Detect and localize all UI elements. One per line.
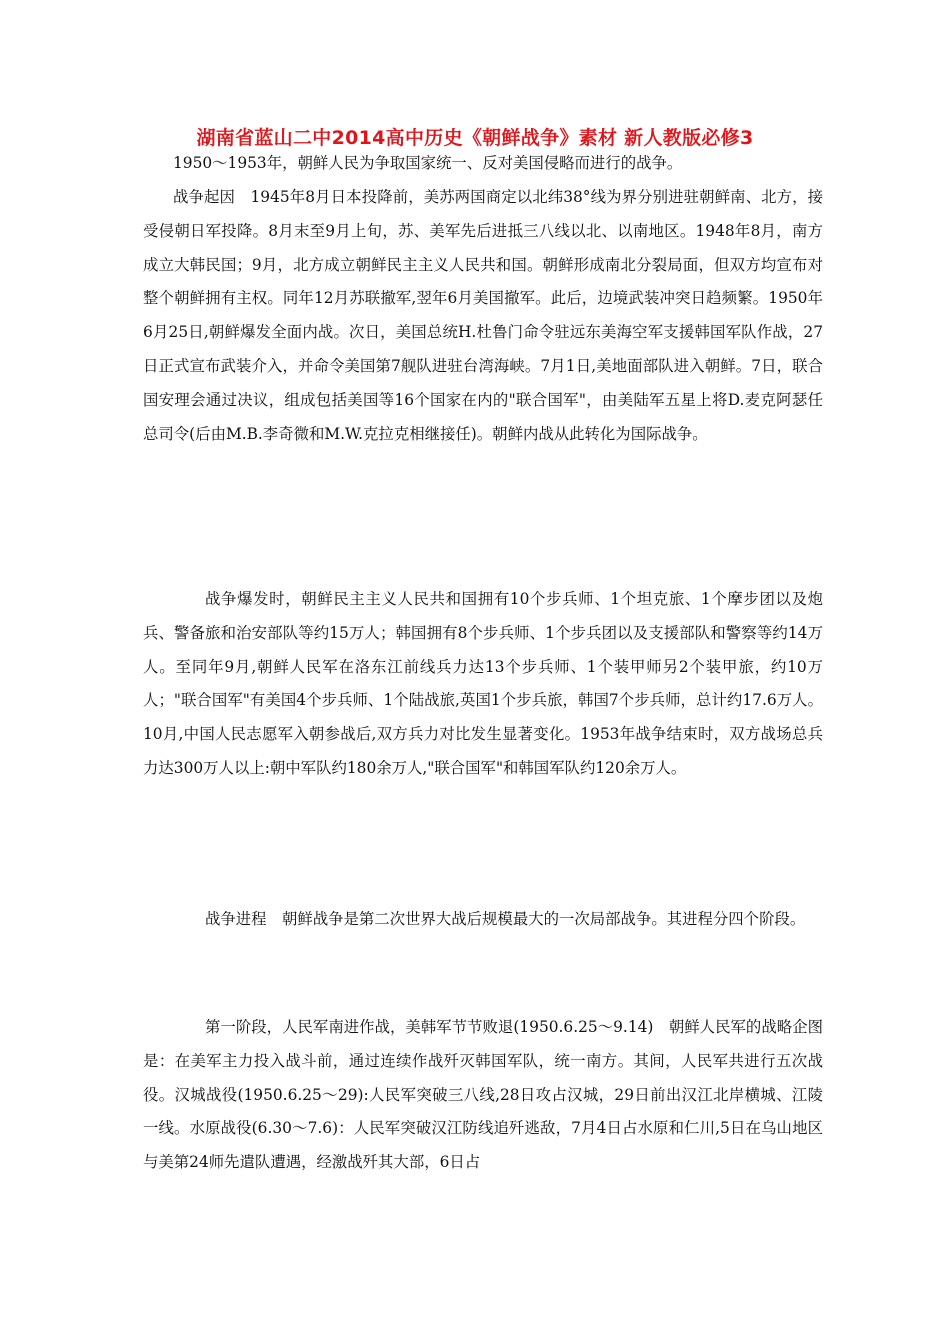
- paragraph-forces: 战争爆发时，朝鲜民主主义人民共和国拥有10个步兵师、1个坦克旅、1个摩步团以及炮兵、警备旅和治安部队等约15万人；韩国拥有8个步兵师、1个步兵团以及支援部队和警察等约14万人。至同年9月,朝鲜人民军在洛东江前线兵力达13个步兵师、1个装甲师另2个装甲旅，约10万人；"联合国军"有美国4个步兵师、1个陆战旅,英国1个步兵旅，韩国7个步兵师，总计约17.6万人。10月,中国人民志愿军入朝参战后,双方兵力对比发生显著变化。1953年战争结束时，双方战场总兵力达300万人以上:朝中军队约180余万人,"联合国军"和韩国军队约120余万人。: [143, 590, 823, 777]
- paragraph-phase-one: 第一阶段，人民军南进作战，美韩军节节败退(1950.6.25～9.14) 朝鲜人民军的战略企图是：在美军主力投入战斗前，通过连续作战歼灭韩国军队，统一南方。其间，人民军共进行五次战役。汉城战役(1950.6.25～29):人民军突破三八线,28日攻占汉城，29日前出汉江北岸横城、江陵一线。水原战役(6.30～7.6)：人民军突破汉江防线追歼逃敌，7月4日占水原和仁川,5日在乌山地区与美第24师先遣队遭遇，经激战歼其大部，6日占: [143, 1018, 823, 1172]
- paragraph-war-process: 战争进程 朝鲜战争是第二次世界大战后规模最大的一次局部战争。其进程分四个阶段。: [205, 910, 806, 928]
- paragraph-war-origin: 战争起因 1945年8月日本投降前，美苏两国商定以北纬38°线为界分别进驻朝鲜南、北方，接受侵朝日军投降。8月末至9月上旬，苏、美军先后进抵三八线以北、以南地区。1948年8月，南方成立大韩民国；9月，北方成立朝鲜民主主义人民共和国。朝鲜形成南北分裂局面，但双方均宣布对整个朝鲜拥有主权。同年12月苏联撤军,翌年6月美国撤军。此后，边境武装冲突日趋频繁。1950年6月25日,朝鲜爆发全面内战。次日，美国总统H.杜鲁门命令驻远东美海空军支援韩国军队作战，27日正式宣布武装介入，并命令美国第7舰队进驻台湾海峡。7月1日,美地面部队进入朝鲜。7日，联合国安理会通过决议，组成包括美国等16个国家在内的"联合国军"，由美陆军五星上将D.麦克阿瑟任总司令(后由M.B.李奇微和M.W.克拉克相继接任)。朝鲜内战从此转化为国际战争。: [143, 188, 823, 443]
- intro-paragraph: 1950～1953年，朝鲜人民为争取国家统一、反对美国侵略而进行的战争。: [173, 154, 683, 172]
- document-title: 湖南省蓝山二中2014高中历史《朝鲜战争》素材 新人教版必修3: [196, 127, 754, 149]
